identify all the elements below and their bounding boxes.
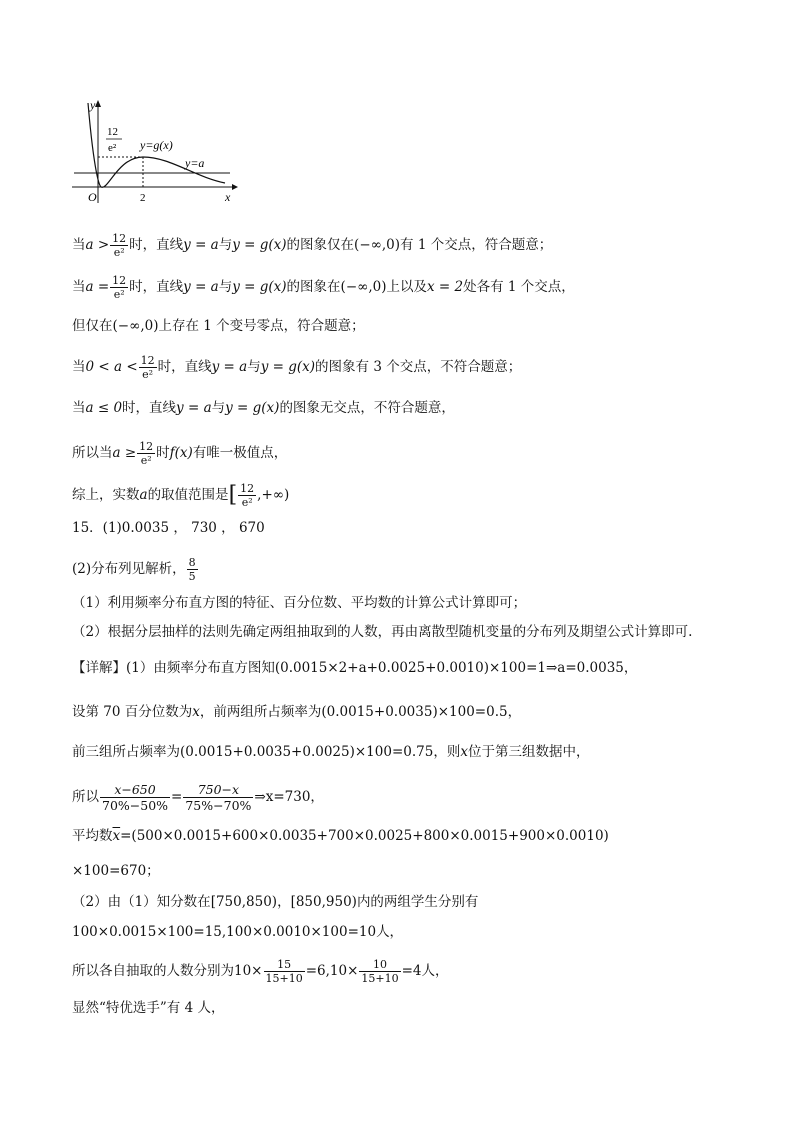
text-line-3 <box>72 316 365 336</box>
math: 10× <box>234 963 263 979</box>
math: y = a <box>183 237 219 253</box>
math: a > <box>85 237 110 253</box>
text-line-19 <box>72 922 403 942</box>
text: 当 <box>72 279 86 295</box>
math: $\overline{x}$ <box>112 828 121 844</box>
numerator: 8 <box>188 556 196 569</box>
text-line-18 <box>72 892 478 912</box>
text-line-9 <box>72 556 199 583</box>
text: ，前两组所占频率为 <box>199 704 322 720</box>
math: (−∞,0) <box>340 279 387 295</box>
denominator: 15+10 <box>265 972 303 985</box>
math: y = a <box>183 279 219 295</box>
math: a <box>139 487 148 503</box>
denominator: e² <box>241 496 253 509</box>
text-line-11: （2）根据分层抽样的法则先确定两组抽取到的人数，再由离散型随机变量的分布列及期望公式计算即可. <box>72 624 693 640</box>
math: = <box>171 789 183 805</box>
text: 位于第三组数据中， <box>467 744 590 760</box>
text-line-13 <box>72 702 521 722</box>
math: f(x) <box>169 445 193 461</box>
text: 的图象有 3 个交点，不符合题意； <box>315 359 522 375</box>
text-line-14 <box>72 742 589 762</box>
fraction <box>110 274 128 301</box>
text: 当 <box>72 237 86 253</box>
numerator: 15 <box>264 958 305 972</box>
text: 所以 <box>72 789 99 805</box>
math: a = <box>85 279 110 295</box>
text-line-15 <box>72 782 324 813</box>
text-line-8: 15．(1)0.0035 ， 730 ， 670 <box>72 520 265 536</box>
text: 但仅在 <box>72 318 113 334</box>
text: (2)分布列见解析， <box>72 561 186 577</box>
denominator: 15+10 <box>361 972 399 985</box>
text: 时，直线 <box>122 400 177 416</box>
tick-y-numerator: 12 <box>107 126 118 138</box>
math: (0.0015+0.0035)×100=0.5， <box>321 704 522 720</box>
text: （2）由（1）知分数在 <box>72 894 211 910</box>
math: ⇒x=730， <box>254 789 324 805</box>
text: 所以各自抽取的人数分别为 <box>72 963 234 979</box>
denominator: e² <box>142 368 154 381</box>
text: 时，直线 <box>129 237 184 253</box>
text: 人， <box>376 924 404 940</box>
math: y = g(x) <box>225 400 280 416</box>
text-line-21: 显然“特优选手”有 4 人， <box>72 1000 225 1016</box>
math: =6,10× <box>305 963 359 979</box>
math: =(500×0.0015+600×0.0035+700×0.0025+800×0.0015+900×0.0010) <box>120 828 609 844</box>
numerator: 12 <box>112 274 127 287</box>
text: 前三组所占频率为 <box>72 744 180 760</box>
math: =4 <box>401 963 422 979</box>
text-line-5 <box>72 398 455 418</box>
text: 人， <box>421 963 449 979</box>
text: 的图象无交点，不符合题意， <box>279 400 455 416</box>
text: 时，直线 <box>157 359 212 375</box>
text: 与 <box>218 279 233 295</box>
denominator: 5 <box>188 570 196 583</box>
fraction <box>137 440 155 467</box>
text-line-7 <box>72 482 289 509</box>
denominator: 75%−70% <box>185 798 252 813</box>
math: x <box>192 704 200 720</box>
text-line-17: ×100=670； <box>72 863 160 879</box>
text-line-2 <box>72 274 575 301</box>
fraction <box>100 782 170 813</box>
math: a ≤ 0 <box>85 400 123 416</box>
fraction <box>183 782 253 813</box>
math: x = 2 <box>427 279 464 295</box>
text: 设第 70 百分位数为 <box>72 704 193 720</box>
fraction <box>139 354 157 381</box>
numerator: 12 <box>139 440 154 453</box>
fraction <box>238 482 256 509</box>
text: ， <box>277 894 291 910</box>
y-axis-label: y <box>90 98 96 112</box>
y-axis-arrow <box>95 100 101 107</box>
math: (−∞,0) <box>354 237 401 253</box>
math: a ≥ <box>112 445 137 461</box>
text: 有唯一极值点， <box>192 445 288 461</box>
text: 与 <box>218 237 233 253</box>
text: 【详解】(1）由频率分布直方图知 <box>72 660 275 676</box>
math: (−∞,0) <box>112 318 159 334</box>
denominator: 70%−50% <box>102 798 169 813</box>
math: y = a <box>176 400 212 416</box>
numerator: 12 <box>240 482 255 495</box>
origin-label: O <box>88 190 97 204</box>
text: ，则 <box>433 744 461 760</box>
text-line-16 <box>72 826 609 846</box>
text: 所以当 <box>72 445 113 461</box>
text: 与 <box>247 359 261 375</box>
fraction <box>187 556 198 583</box>
text: 与 <box>211 400 226 416</box>
text-line-4 <box>72 354 521 381</box>
fraction <box>264 958 305 985</box>
math: y = g(x) <box>260 359 316 375</box>
math: (0.0015×2+a+0.0025+0.0010)×100=1⇒a=0.0035， <box>274 660 638 676</box>
denominator: e² <box>113 288 125 301</box>
x-axis-label: x <box>225 190 231 204</box>
text: 当 <box>72 400 86 416</box>
math: 100×0.0015×100=15,100×0.0010×100=10 <box>72 924 377 940</box>
x-axis-arrow <box>232 184 238 190</box>
text: 的图象仅在 <box>286 237 355 253</box>
text: 时，直线 <box>129 279 184 295</box>
text: 有 1 个交点，符合题意； <box>400 237 553 253</box>
math: [750,850) <box>210 894 278 910</box>
text: 时 <box>156 445 170 461</box>
fraction <box>359 958 400 985</box>
text: 平均数 <box>72 828 113 844</box>
math: y = a <box>211 359 248 375</box>
tick-x-2: 2 <box>140 192 146 204</box>
curve-label: y=g(x) <box>140 138 173 152</box>
numerator: 12 <box>112 232 127 245</box>
text: 内的两组学生分别有 <box>356 894 479 910</box>
text-line-12 <box>72 658 637 678</box>
denominator: e² <box>140 454 152 467</box>
line-label: y=a <box>185 156 205 170</box>
fraction <box>110 232 128 259</box>
math: y = g(x) <box>232 279 287 295</box>
math: x <box>460 744 468 760</box>
text-line-1 <box>72 232 552 259</box>
tick-y-denominator: e² <box>108 142 117 154</box>
math: 0 < a < <box>85 359 138 375</box>
math: ,+∞) <box>257 487 290 503</box>
math: [850,950) <box>290 894 357 910</box>
denominator: e² <box>113 246 125 259</box>
function-graph <box>70 95 240 207</box>
text: 综上，实数 <box>72 487 140 503</box>
numerator: 750−x <box>183 782 253 798</box>
text: 上以及 <box>386 279 428 295</box>
numerator: 10 <box>359 958 400 972</box>
text-line-6 <box>72 440 287 467</box>
left-bracket: [ <box>228 482 238 508</box>
numerator: 12 <box>140 354 155 367</box>
text-line-20 <box>72 958 449 985</box>
text: 上存在 1 个变号零点，符合题意； <box>158 318 365 334</box>
numerator: x−650 <box>100 782 170 798</box>
text: 当 <box>72 359 86 375</box>
math: (0.0015+0.0035+0.0025)×100=0.75 <box>180 744 434 760</box>
math: y = g(x) <box>232 237 287 253</box>
text: 的图象在 <box>286 279 341 295</box>
text: 处各有 1 个交点， <box>463 279 575 295</box>
text: 的取值范围是 <box>147 487 229 503</box>
text-line-10: （1）利用频率分布直方图的特征、百分位数、平均数的计算公式计算即可； <box>72 595 527 611</box>
